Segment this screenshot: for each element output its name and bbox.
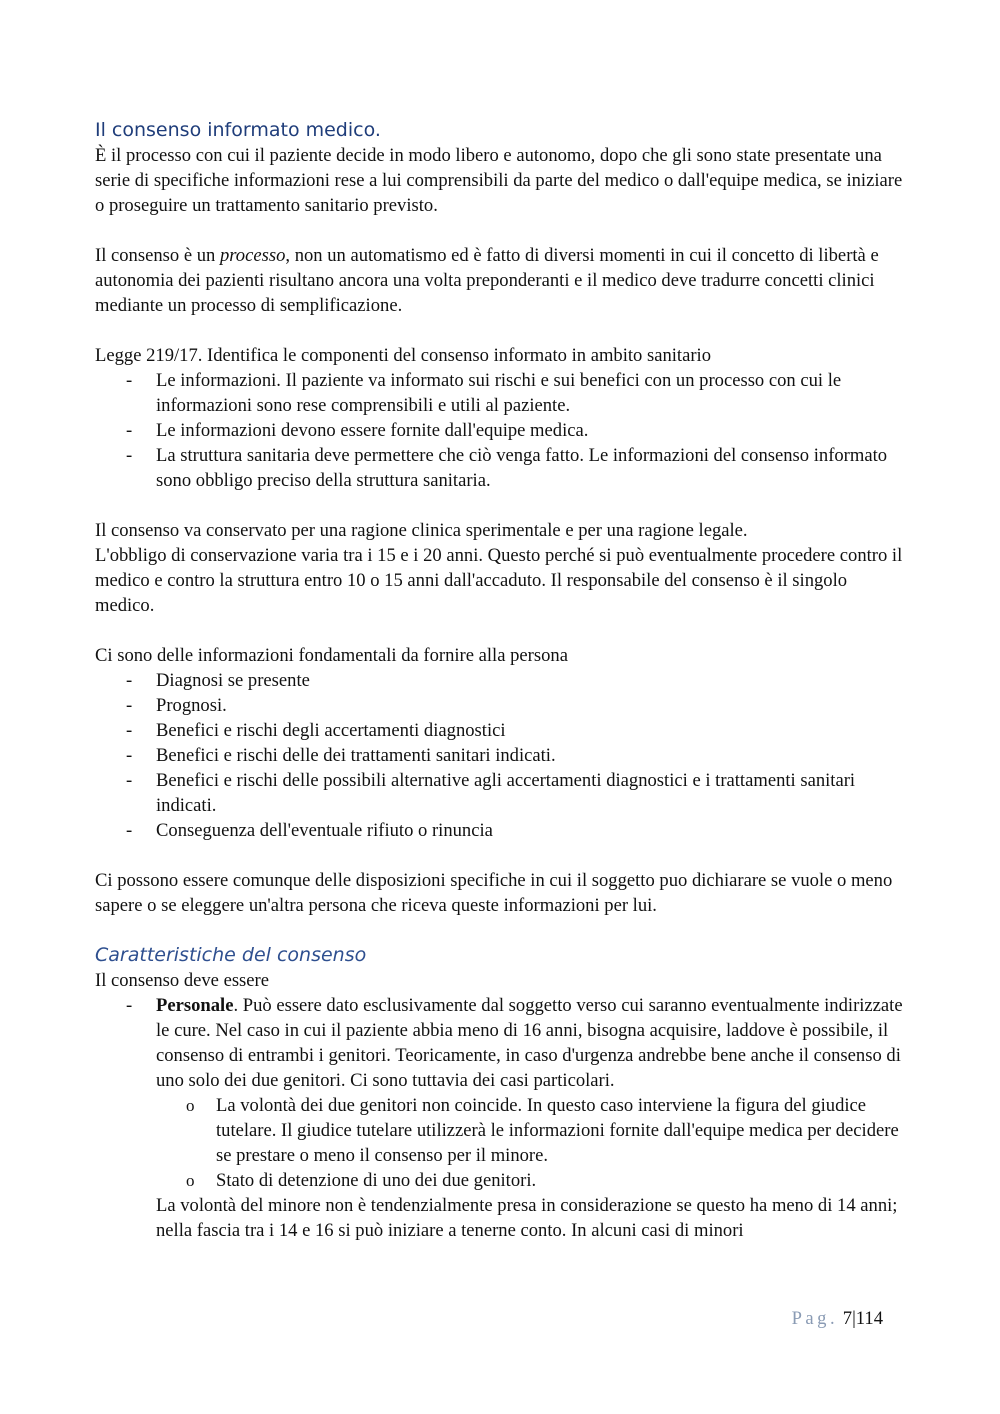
list-item: - Diagnosi se presente bbox=[95, 668, 910, 693]
text-fragment: . Può essere dato esclusivamente dal soggetto verso cui saranno eventualmente indirizzate le cure. Nel caso in cui il paziente abbia meno di 16 anni, bisogna acquisire, laddove è possibile, il consenso di entrambi i genitori. Teoricamente, in caso d'urgenza andrebbe bene anche il consenso di uno solo dei due genitori. Ci sono tuttavia dei casi particolari. bbox=[156, 995, 903, 1091]
sublist-item: o Stato di detenzione di uno dei due genitori. bbox=[156, 1168, 910, 1193]
document-page bbox=[95, 118, 910, 1243]
paragraph-conservazione-b: L'obbligo di conservazione varia tra i 15 e i 20 anni. Questo perché si può eventualmente procedere contro il medico e contro la struttura entro 10 o 15 anni dall'accaduto. Il responsabile del consenso è il singolo medico. bbox=[95, 545, 903, 616]
page-separator: | bbox=[852, 1308, 856, 1329]
sublist-casi bbox=[95, 1093, 910, 1193]
paragraph-legge: Legge 219/17. Identifica le componenti del consenso informato in ambito sanitario bbox=[95, 345, 712, 366]
section-title-caratteristiche: Caratteristiche del consenso bbox=[95, 944, 367, 966]
page-number: 7 bbox=[842, 1308, 853, 1329]
paragraph-disposizioni: Ci possono essere comunque delle disposizioni specifiche in cui il soggetto puo dichiarare se vuole o meno sapere o se eleggere un'altra persona che riceva queste informazioni per lui. bbox=[95, 870, 893, 916]
emphasis-processo: processo bbox=[219, 245, 286, 266]
list-item: - Le informazioni. Il paziente va informato sui rischi e sui benefici con un processo con cui le informazioni sono rese comprensibili e utili al paziente. bbox=[95, 368, 910, 418]
list-informazioni bbox=[95, 668, 910, 843]
spacer bbox=[95, 843, 910, 868]
sublist-item: o La volontà dei due genitori non coincide. In questo caso interviene la figura del giudice tutelare. Il giudice tutelare utilizzerà le informazioni fornite dall'equipe medica per decidere se prestare o meno il consenso per il minore. bbox=[156, 1093, 910, 1168]
list-item-personale bbox=[95, 993, 910, 1093]
list-item: - Benefici e rischi delle dei trattamenti sanitari indicati. bbox=[95, 743, 910, 768]
paragraph-informazioni: Ci sono delle informazioni fondamentali da fornire alla persona bbox=[95, 645, 568, 666]
list-caratteristiche bbox=[95, 993, 910, 1093]
page-footer bbox=[792, 1308, 883, 1330]
paragraph-conservazione-a: Il consenso va conservato per una ragione clinica sperimentale e per una ragione legale. bbox=[95, 520, 748, 541]
list-item: - Conseguenza dell'eventuale rifiuto o rinuncia bbox=[95, 818, 910, 843]
paragraph-minore: La volontà del minore non è tendenzialmente presa in considerazione se questo ha meno di 14 anni; nella fascia tra i 14 e 16 si può iniziare a tenerne conto. In alcuni casi di minori bbox=[156, 1195, 898, 1241]
page-total: 114 bbox=[855, 1308, 883, 1329]
term-personale: Personale bbox=[156, 995, 234, 1016]
list-item: - Benefici e rischi delle possibili alternative agli accertamenti diagnostici e i trattamenti sanitari indicati. bbox=[95, 768, 910, 818]
spacer bbox=[95, 918, 910, 943]
spacer bbox=[95, 618, 910, 643]
paragraph-intro: Il consenso deve essere bbox=[95, 970, 269, 991]
spacer bbox=[95, 318, 910, 343]
list-item: - Prognosi. bbox=[95, 693, 910, 718]
text-fragment: Il consenso è un bbox=[95, 245, 220, 266]
spacer bbox=[95, 218, 910, 243]
list-item: - La struttura sanitaria deve permettere che ciò venga fatto. Le informazioni del consenso informato sono obbligo preciso della struttura sanitaria. bbox=[95, 443, 910, 493]
list-item: - Benefici e rischi degli accertamenti diagnostici bbox=[95, 718, 910, 743]
paragraph-definizione: È il processo con cui il paziente decide in modo libero e autonomo, dopo che gli sono state presentate una serie di specifiche informazioni rese a lui comprensibili da parte del medico o dall'equipe medica, se iniziare o proseguire un trattamento sanitario previsto. bbox=[95, 145, 903, 216]
list-item: - Le informazioni devono essere fornite dall'equipe medica. bbox=[95, 418, 910, 443]
text-fragment: , non un automatismo ed è fatto di diversi momenti in cui il concetto di libertà e autonomia dei pazienti risultano ancora una volta preponderanti e il medico deve tradurre concetti clinici mediante un processo di semplificazione. bbox=[95, 245, 879, 316]
page-label: Pag. bbox=[791, 1308, 839, 1329]
spacer bbox=[95, 493, 910, 518]
list-componenti bbox=[95, 368, 910, 493]
section-title-consenso-informato: Il consenso informato medico. bbox=[95, 119, 381, 141]
paragraph-processo bbox=[95, 243, 910, 318]
